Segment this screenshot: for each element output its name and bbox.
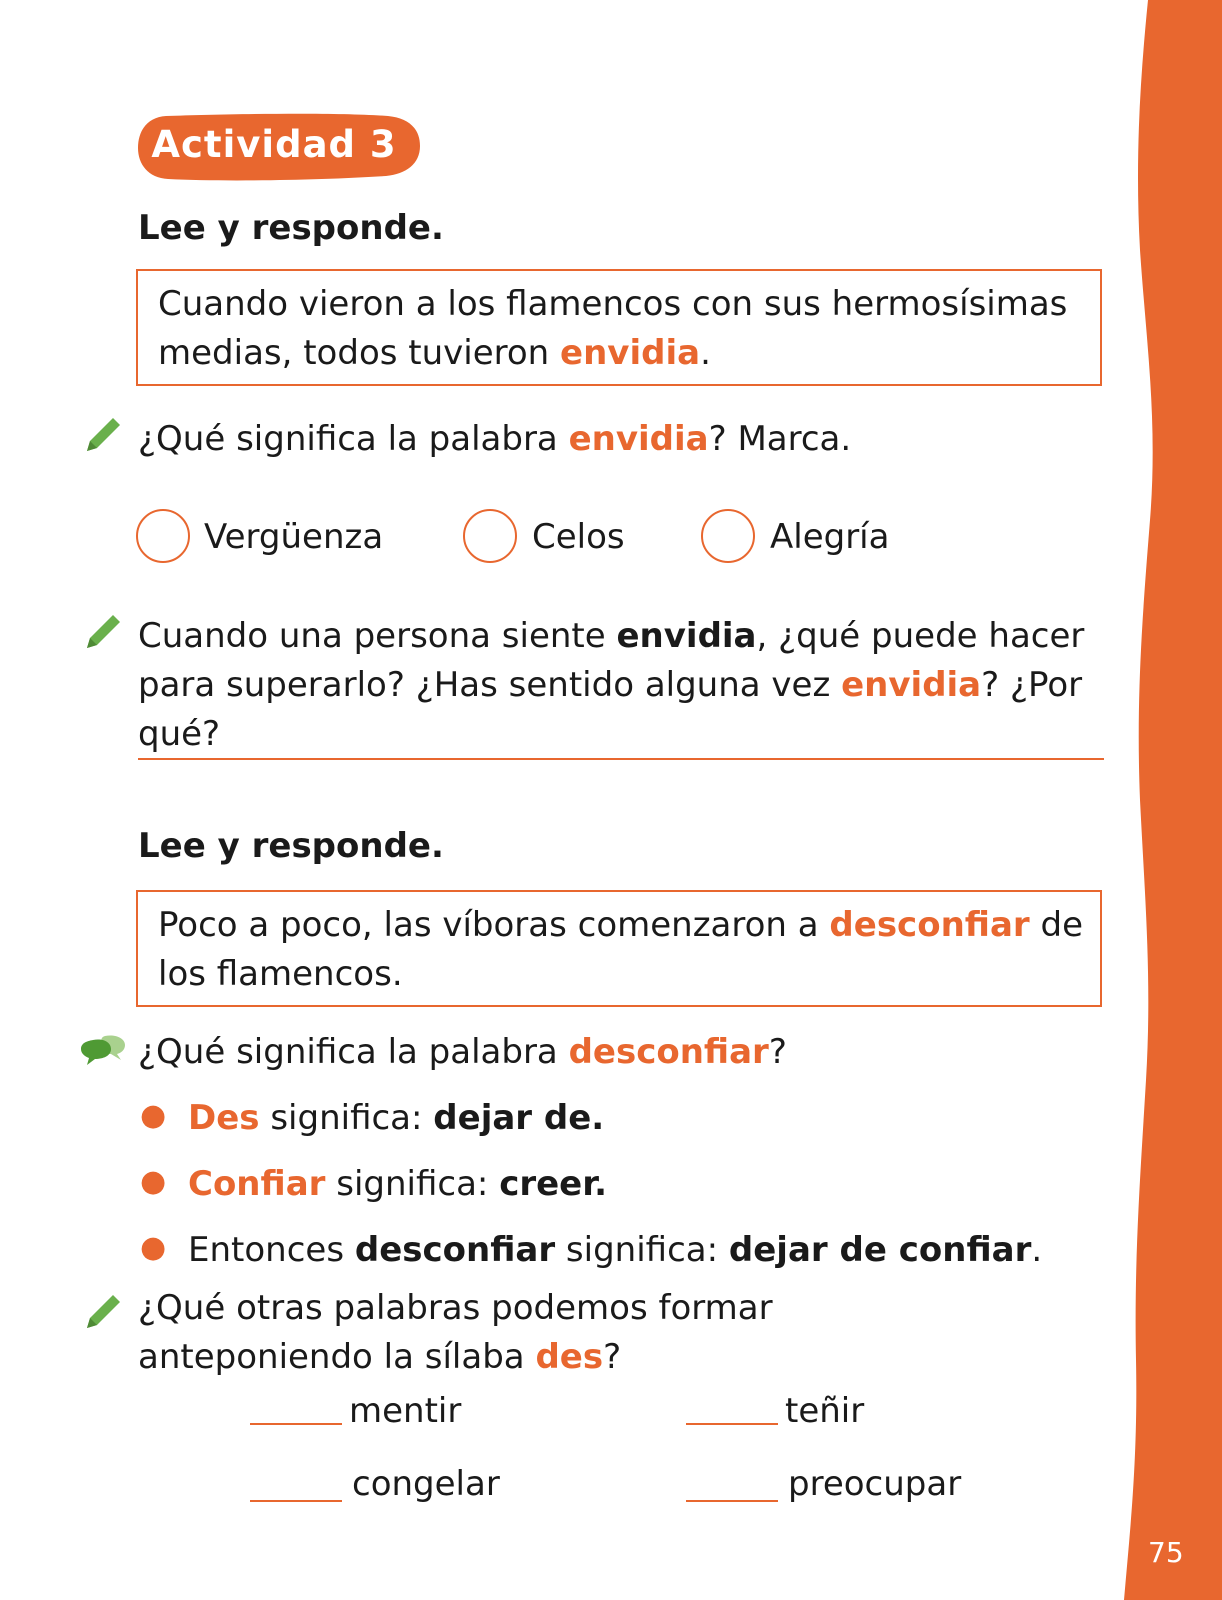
pencil-icon: [83, 612, 123, 652]
section1-question1: ¿Qué significa la palabra envidia? Marca.: [138, 419, 852, 459]
section2-heading: Lee y responde.: [138, 826, 444, 866]
page-number: 75: [1148, 1536, 1184, 1569]
q2-bold: envidia: [616, 616, 757, 656]
blank-line-1[interactable]: [250, 1423, 342, 1425]
option-circle-1[interactable]: [136, 509, 190, 563]
activity-badge: [136, 112, 426, 182]
section1-passage-box: [136, 269, 1102, 386]
bullet-item-3: Entonces desconfiar significa: dejar de confiar.: [188, 1230, 1043, 1270]
option-label-3: Alegría: [770, 517, 890, 557]
passage-end: .: [700, 333, 711, 373]
blank-line-3[interactable]: [250, 1500, 342, 1502]
section1-heading: Lee y responde.: [138, 208, 444, 248]
activity-label: Actividad 3: [151, 123, 397, 166]
q3-highlight: desconfiar: [568, 1032, 769, 1072]
blank-line-2[interactable]: [686, 1423, 778, 1425]
q4-highlight: des: [535, 1337, 604, 1377]
section2-question2: ¿Qué otras palabras podemos formar anteponiendo la sílaba des?: [138, 1288, 773, 1377]
passage-text: Cuando vieron a los flamencos con sus hermosísimas medias, todos tuvieron: [158, 284, 1068, 373]
passage-highlight: envidia: [560, 333, 701, 373]
bullet-item-1: Des significa: dejar de.: [188, 1098, 605, 1138]
pencil-icon: [83, 415, 123, 455]
word-2: teñir: [785, 1391, 865, 1431]
q1-highlight: envidia: [568, 419, 709, 459]
section2-passage-box: Poco a poco, las víboras comenzaron a desconfiar de los flamencos.: [136, 890, 1102, 1007]
word-1: mentir: [349, 1391, 462, 1431]
word-3: congelar: [352, 1464, 500, 1504]
bullet-dot: ●: [140, 1230, 167, 1265]
bullet-item-2: Confiar significa: creer.: [188, 1164, 608, 1204]
section2-question: ¿Qué significa la palabra desconfiar?: [138, 1032, 787, 1072]
option-circle-2[interactable]: [463, 509, 517, 563]
option-circle-3[interactable]: [701, 509, 755, 563]
answer-line[interactable]: [138, 758, 1104, 760]
option-label-2: Celos: [532, 517, 625, 557]
pencil-icon: [83, 1292, 123, 1332]
option-label-1: Vergüenza: [204, 517, 384, 557]
bullet-dot: ●: [140, 1164, 167, 1199]
speech-bubbles-icon: [79, 1032, 127, 1068]
blank-line-4[interactable]: [686, 1500, 778, 1502]
word-4: preocupar: [788, 1464, 962, 1504]
passage2-highlight: desconfiar: [829, 905, 1030, 945]
q2-highlight: envidia: [841, 665, 982, 705]
section1-question2: Cuando una persona siente envidia, ¿qué puede hacer para superarlo? ¿Has sentido alguna vez envidia? ¿Por qué?: [138, 616, 1085, 754]
bullet-dot: ●: [140, 1098, 167, 1133]
